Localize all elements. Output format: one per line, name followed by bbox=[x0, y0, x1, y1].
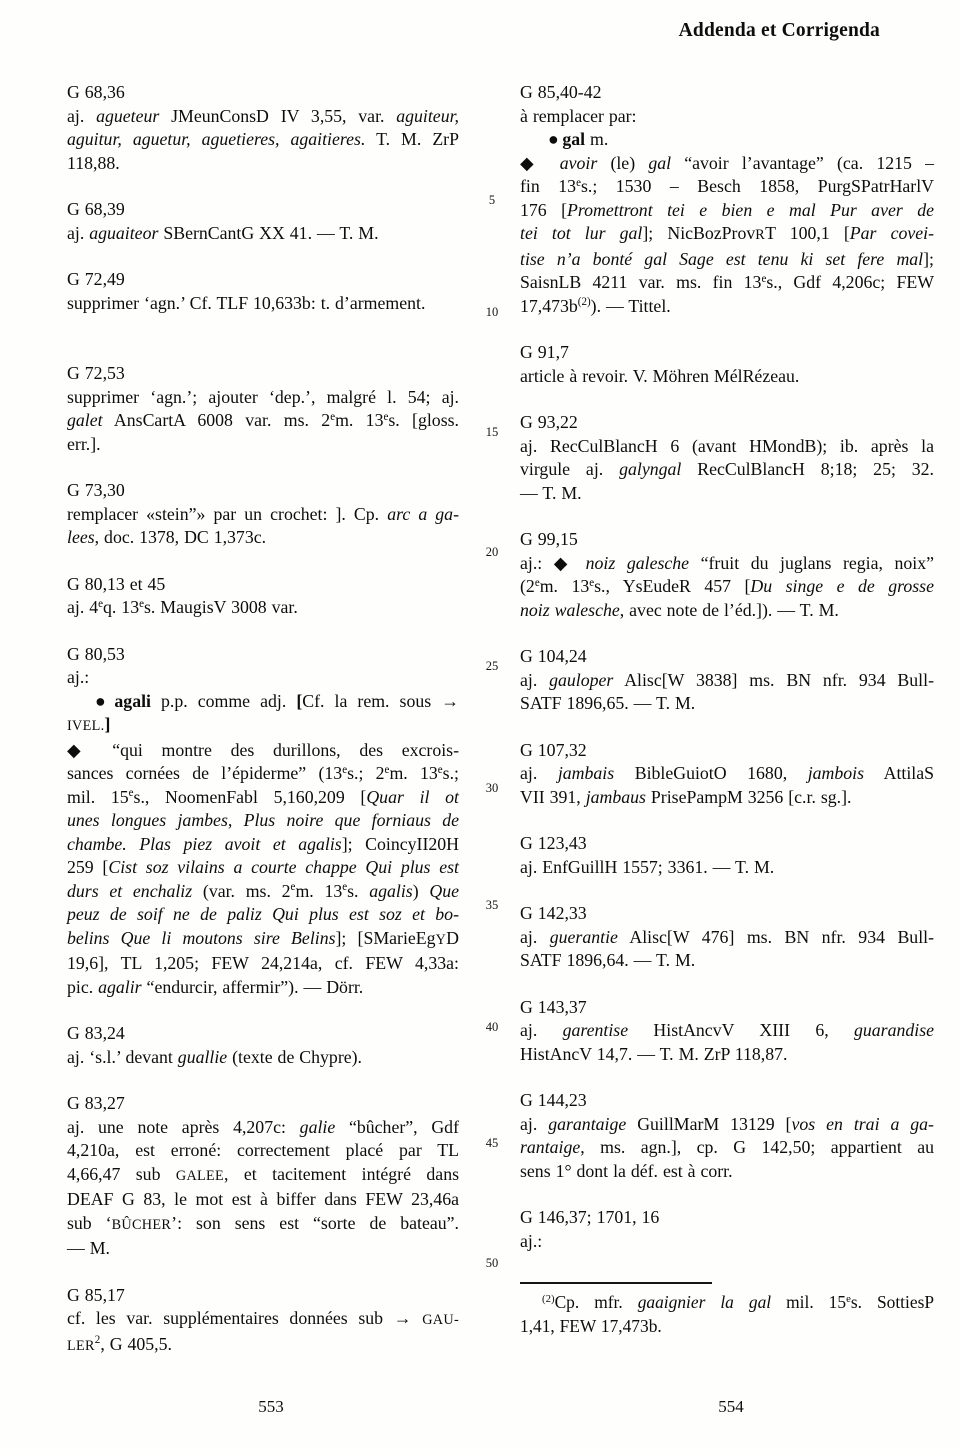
entry bbox=[520, 1206, 934, 1253]
entry-line: 4,210a, est erroné: correctement placé par TL bbox=[67, 1140, 459, 1160]
footnote-rule bbox=[520, 1282, 712, 1284]
entry-line: aj.: bbox=[520, 1230, 543, 1251]
entry bbox=[520, 341, 934, 388]
entry-line: sub ‘BÛCHER’: son sens est “sorte de bateau”. bbox=[67, 1212, 459, 1233]
entry-line: aj. RecCulBlancH 6 (avant HMondB); ib. après la bbox=[520, 435, 934, 456]
entry-line: peuz de soif ne de paliz Qui plus est soz et bo- bbox=[67, 904, 459, 924]
entry bbox=[520, 1089, 934, 1183]
entry-line: durs et enchaliz (var. ms. 2em. 13es. agalis) Que bbox=[67, 880, 459, 901]
entry-line: sances cornées de l’épiderme” (13es.; 2em. 13es.; bbox=[67, 763, 459, 783]
entry-ref: G 80,13 et 45 bbox=[67, 573, 166, 594]
entry-ref: G 73,30 bbox=[67, 480, 125, 500]
entry-line: aj. 4eq. 13es. MaugisV 3008 var. bbox=[67, 597, 298, 617]
entry-line: 259 [Cist soz vilains a courte chappe Qui plus est bbox=[67, 857, 459, 877]
entry bbox=[67, 479, 459, 550]
entry-line: — M. bbox=[67, 1238, 110, 1258]
entry-line: aj. ‘s.l.’ devant guallie (texte de Chypre). bbox=[67, 1046, 362, 1067]
entry-line: galet AnsCartA 6008 var. ms. 2em. 13es. [gloss. bbox=[67, 410, 459, 430]
gutter-line-number: 35 bbox=[485, 898, 499, 912]
entry-line: $17,473b^{(2)}$). — Tittel. bbox=[520, 295, 671, 316]
page-title: Addenda et Corrigenda bbox=[678, 20, 880, 41]
entry-line: aj. une note après 4,207c: galie “bûcher”, Gdf bbox=[67, 1116, 459, 1137]
entry-line: unes longues jambes, Plus noire que forniaus de bbox=[67, 810, 459, 830]
entry bbox=[520, 996, 934, 1067]
entry-line: pic. agalir “endurcir, affermir”). — Dörr. bbox=[67, 976, 364, 997]
entry-ref: G 99,15 bbox=[520, 529, 578, 549]
entry-line: SATF 1896,64. — T. M. bbox=[520, 950, 696, 970]
entry-line: noiz walesche, avec note de l’éd.]). — T. M. bbox=[520, 599, 839, 620]
entry-line: mil. 15es., NoomenFabl 5,160,209 [Quar il ot bbox=[67, 786, 459, 807]
gutter-line-number: 50 bbox=[485, 1256, 499, 1270]
entry-line: lees, doc. 1378, DC 1,373c. bbox=[67, 527, 267, 547]
entry bbox=[520, 739, 934, 810]
entry-ref: G 72,53 bbox=[67, 363, 125, 383]
entry-ref: G 123,43 bbox=[520, 833, 587, 853]
entry-line: VII 391, jambaus PrisePampM 3256 [c.r. sg.]. bbox=[520, 786, 852, 807]
entry-line: DEAF G 83, le mot est à biffer dans FEW 23,46a bbox=[67, 1189, 459, 1209]
entry-ref: G 72,49 bbox=[67, 269, 125, 289]
entry-line: article à revoir. V. Möhren MélRézeau. bbox=[520, 365, 800, 386]
entry-line: SATF 1896,65. — T. M. bbox=[520, 693, 696, 713]
gutter-line-number: 25 bbox=[485, 659, 499, 673]
entry-line: aj.: bbox=[67, 667, 90, 687]
entry-line: aj. garentise HistAncvV XIII 6, guarandise bbox=[520, 1020, 934, 1040]
entry-ref: G 144,23 bbox=[520, 1090, 587, 1110]
entry bbox=[67, 643, 459, 1000]
gutter-line-number: 20 bbox=[485, 545, 499, 559]
entry-line: sens 1° dont la déf. est à corr. bbox=[520, 1160, 733, 1181]
entry-line: ◆ avoir (le) gal “avoir l’avantage” (ca. 1215 – bbox=[520, 152, 934, 173]
gutter-line-number: 15 bbox=[485, 425, 499, 439]
entry-line: 4,66,47 sub GALEE, et tacitement intégré dans bbox=[67, 1163, 460, 1184]
entry-ref: G 85,40-42 bbox=[520, 82, 602, 102]
entry bbox=[67, 573, 459, 620]
page-number-left: 553 bbox=[258, 1397, 284, 1416]
entry-line: aj. agueteur JMeunConsD IV 3,55, var. aguiteur, bbox=[67, 105, 459, 126]
entry bbox=[520, 411, 934, 505]
entry bbox=[520, 528, 934, 622]
entry-line: aj. EnfGuillH 1557; 3361. — T. M. bbox=[520, 856, 775, 877]
entry bbox=[67, 81, 459, 175]
entry-ref: G 142,33 bbox=[520, 903, 587, 923]
entry-line: fin 13es.; 1530 – Besch 1858, PurgSPatrHarlV bbox=[520, 176, 935, 196]
entry-ref: G 83,24 bbox=[67, 1023, 125, 1043]
entry bbox=[67, 1284, 459, 1359]
entry-line: ● agali p.p. comme adj. [Cf. la rem. sous → bbox=[95, 690, 459, 711]
entry-ref: G 93,22 bbox=[520, 412, 578, 432]
entry-line: belins Que li moutons sire Belins]; [SMarieEgYD bbox=[67, 927, 459, 948]
entry bbox=[520, 832, 934, 879]
entry-line: 19,6], TL 1,205; FEW 24,214a, cf. FEW 4,33a: bbox=[67, 953, 459, 973]
footnote-line: 1,41, FEW 17,473b. bbox=[520, 1315, 662, 1336]
entry-line: rantaige, ms. agn.], cp. G 142,50; appartient au bbox=[520, 1137, 934, 1157]
entry-line: ● gal m. bbox=[548, 129, 609, 149]
entry bbox=[67, 362, 459, 456]
entry-line: 118,88. bbox=[67, 152, 120, 173]
footnote-line: $^{(2)}$Cp. mfr. gaaignier la gal mil. 15es. SottiesP bbox=[542, 1292, 935, 1312]
entry-line: aguitur, aguetur, aguetieres, agaitieres. T. M. ZrP bbox=[67, 129, 459, 149]
entry-line: supprimer ‘agn.’ Cf. TLF 10,633b: t. d’armement. bbox=[67, 292, 426, 313]
entry bbox=[520, 902, 934, 973]
entry-line: tise n’a bonté gal Sage est tenu ki set fere mal]; bbox=[520, 248, 934, 269]
entry-ref: G 91,7 bbox=[520, 342, 569, 362]
entry bbox=[520, 81, 934, 318]
entry-line: à remplacer par: bbox=[520, 105, 637, 126]
entry-line: cf. les var. supplémentaires données sub → GAU- bbox=[67, 1308, 459, 1328]
entry bbox=[67, 1022, 459, 1069]
entry-line: aj. jambais BibleGuiotO 1680, jambois AttilaS bbox=[520, 763, 934, 783]
entry-line: chambe. Plas piez avoit et agalis]; CoincyII20H bbox=[67, 833, 459, 854]
entry-line: aj. gauloper Alisc[W 3838] ms. BN nfr. 934 Bull- bbox=[520, 669, 934, 690]
entry-line: aj.: ◆ noiz galesche “fruit du juglans regia, noix” bbox=[520, 552, 934, 573]
entry-line: ◆ “qui montre des durillons, des excrois- bbox=[67, 739, 459, 760]
entry-line: virgule aj. galyngal RecCulBlancH 8;18; 25; 32. bbox=[520, 459, 935, 479]
entry-ref: G 85,17 bbox=[67, 1284, 125, 1305]
entry-line: HistAncV 14,7. — T. M. ZrP 118,87. bbox=[520, 1043, 788, 1064]
footnote bbox=[520, 1282, 934, 1338]
entry-ref: G 107,32 bbox=[520, 739, 587, 760]
page-number-right: 554 bbox=[718, 1397, 744, 1416]
entry-ref: G 104,24 bbox=[520, 646, 587, 666]
entry-line: tei tot lur gal]; NicBozProvRT 100,1 [Par covei- bbox=[520, 223, 934, 243]
entry-ref: G 146,37; 1701, 16 bbox=[520, 1207, 660, 1227]
gutter-line-number: 40 bbox=[485, 1020, 499, 1034]
gutter-line-number: 30 bbox=[485, 781, 499, 795]
entry-line: — T. M. bbox=[520, 482, 582, 503]
entry-ref: G 68,36 bbox=[67, 82, 125, 102]
entry-line: 176 [Promettront tei e bien e mal Pur aver de bbox=[520, 199, 934, 220]
entry-line: aj. guerantie Alisc[W 476] ms. BN nfr. 934 Bull- bbox=[520, 926, 934, 947]
entry-line: SaisnLB 4211 var. ms. fin 13es., Gdf 4,206c; FEW bbox=[520, 272, 934, 292]
gutter-line-number: 45 bbox=[485, 1136, 499, 1150]
gutter-line-number: 10 bbox=[485, 305, 499, 319]
entry-line: LER$^2$, G 405,5. bbox=[67, 1333, 172, 1354]
entry-line: IVEL.] bbox=[67, 714, 111, 734]
entry-line: remplacer «stein”» par un crochet: ]. Cp. arc a ga- bbox=[67, 503, 459, 524]
entry-ref: G 143,37 bbox=[520, 996, 587, 1017]
entry-line: aj. garantaige GuillMarM 13129 [vos en trai a ga- bbox=[520, 1113, 934, 1134]
entry-ref: G 80,53 bbox=[67, 643, 125, 664]
entry bbox=[520, 645, 934, 716]
entry bbox=[67, 268, 459, 315]
right-column bbox=[520, 81, 934, 1338]
entry-line: (2em. 13es., YsEudeR 457 [Du singe e de grosse bbox=[520, 576, 934, 596]
entry-ref: G 83,27 bbox=[67, 1093, 125, 1113]
entry bbox=[67, 1092, 459, 1261]
entry-line: err.]. bbox=[67, 433, 101, 454]
left-column bbox=[67, 81, 459, 1358]
entry-line: supprimer ‘agn.’; ajouter ‘dep.’, malgré l. 54; aj. bbox=[67, 386, 459, 407]
gutter-line-number: 5 bbox=[488, 193, 496, 207]
entry bbox=[67, 198, 459, 245]
entry-ref: G 68,39 bbox=[67, 199, 125, 219]
entry-line: aj. aguaiteor SBernCantG XX 41. — T. M. bbox=[67, 222, 379, 243]
